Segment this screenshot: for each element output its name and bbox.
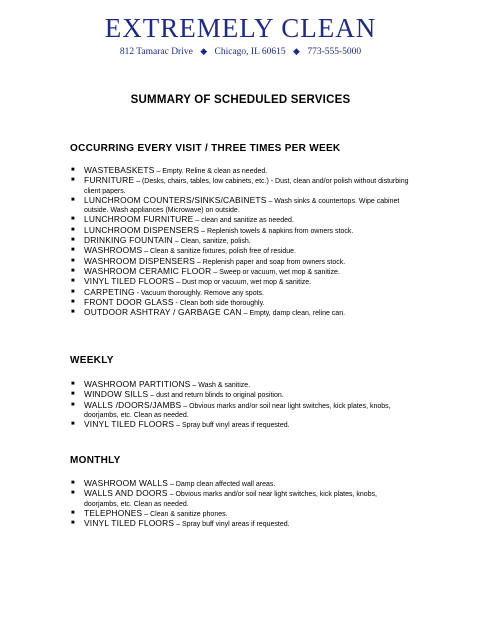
company-name: EXTREMELY CLEAN bbox=[104, 13, 377, 43]
square-bullet-icon: ■ bbox=[71, 480, 75, 486]
square-bullet-icon: ■ bbox=[71, 226, 75, 233]
square-bullet-icon: ■ bbox=[71, 167, 75, 173]
service-term: CARPETING bbox=[84, 286, 135, 297]
square-bullet-icon: ■ bbox=[71, 381, 75, 387]
company-address bbox=[0, 46, 481, 57]
service-item bbox=[70, 308, 410, 318]
service-description: – clean and sanitize as needed. bbox=[193, 217, 294, 225]
service-term: FURNITURE bbox=[84, 175, 135, 186]
service-description: – Empty. Reline & clean as needed. bbox=[154, 168, 268, 175]
square-bullet-icon: ■ bbox=[71, 298, 75, 305]
service-term: LUNCHROOM DISPENSERS bbox=[84, 224, 200, 235]
square-bullet-icon: ■ bbox=[71, 421, 75, 428]
square-bullet-icon: ■ bbox=[71, 278, 75, 285]
square-bullet-icon: ■ bbox=[71, 216, 75, 223]
service-description: – Replenish paper and soap from owners stock. bbox=[194, 258, 346, 266]
service-term: WALLS /DOORS/JAMBS bbox=[84, 399, 182, 410]
service-description: – Wash sinks & countertops. Wipe cabinet outside. Wash appliances (Microwave) on outside. bbox=[84, 197, 400, 215]
service-description: – Empty, damp clean, reline can. bbox=[241, 310, 346, 318]
service-item bbox=[70, 196, 410, 216]
service-item bbox=[70, 401, 410, 421]
service-description: – Replenish towels & napkins from owners stock. bbox=[199, 227, 354, 235]
square-bullet-icon: ■ bbox=[71, 237, 75, 244]
service-term: VINYL TILED FLOORS bbox=[84, 276, 175, 287]
service-description: – Clean, sanitize, polish. bbox=[172, 238, 251, 246]
square-bullet-icon: ■ bbox=[71, 520, 75, 527]
service-item bbox=[70, 489, 410, 509]
service-description: – Spray buff vinyl areas if requested. bbox=[174, 422, 290, 430]
service-description: – dust and return blinds to original position. bbox=[148, 392, 284, 400]
square-bullet-icon: ■ bbox=[71, 177, 75, 184]
square-bullet-icon: ■ bbox=[71, 309, 75, 316]
square-bullet-icon: ■ bbox=[71, 509, 75, 516]
square-bullet-icon: ■ bbox=[71, 267, 75, 274]
service-description: – Obvious marks and/or soil near light switches, kick plates, knobs, doorjambs, etc. Clean as needed. bbox=[84, 402, 391, 419]
service-description: – Sweep or vacuum, wet mop & sanitize. bbox=[211, 268, 340, 276]
square-bullet-icon: ■ bbox=[71, 247, 75, 254]
service-term: OUTDOOR ASHTRAY / GARBAGE CAN bbox=[84, 307, 242, 318]
service-description: - Clean both side thoroughly. bbox=[173, 299, 265, 307]
square-bullet-icon: ■ bbox=[71, 196, 75, 203]
service-item bbox=[70, 519, 410, 529]
service-description: – Wash & sanitize. bbox=[190, 382, 251, 389]
service-description: – Clean & sanitize phones. bbox=[142, 510, 228, 518]
service-term: WINDOW SILLS bbox=[84, 389, 149, 400]
service-term: WASHROOM DISPENSERS bbox=[84, 255, 195, 266]
service-term: WASHROOMS bbox=[84, 245, 143, 256]
service-description: – Spray buff vinyl areas if requested. bbox=[174, 521, 290, 529]
square-bullet-icon: ■ bbox=[71, 490, 75, 497]
service-term: WASHROOM CERAMIC FLOOR bbox=[84, 265, 212, 276]
square-bullet-icon: ■ bbox=[71, 288, 75, 295]
service-term: LUNCHROOM FURNITURE bbox=[84, 214, 194, 225]
service-term: VINYL TILED FLOORS bbox=[84, 419, 175, 430]
service-list-every-visit bbox=[70, 166, 410, 318]
diamond-icon: ◆ bbox=[293, 46, 300, 56]
service-term: WASHROOM PARTITIONS bbox=[84, 379, 191, 389]
service-term: DRINKING FOUNTAIN bbox=[84, 235, 173, 246]
service-description: – Clean & sanitize fixtures, polish free of residue. bbox=[142, 248, 296, 256]
service-term: FRONT DOOR GLASS bbox=[84, 296, 174, 307]
diamond-icon: ◆ bbox=[200, 46, 208, 56]
service-item bbox=[70, 176, 410, 196]
service-description: - Vacuum thoroughly. Remove any spots. bbox=[134, 289, 264, 297]
service-description: – Dust mop or vacuum, wet mop & sanitize. bbox=[174, 279, 312, 287]
square-bullet-icon: ■ bbox=[71, 257, 75, 264]
service-description: – Damp clean affected wall areas. bbox=[168, 481, 276, 488]
document-title: SUMMARY OF SCHEDULED SERVICES bbox=[130, 94, 351, 106]
section-heading-monthly: MONTHLY bbox=[70, 455, 121, 466]
service-term: TELEPHONES bbox=[84, 507, 143, 518]
service-list-monthly bbox=[70, 479, 410, 529]
address-city: Chicago, IL 60615 bbox=[214, 47, 286, 57]
service-term: VINYL TILED FLOORS bbox=[84, 518, 175, 529]
service-term: LUNCHROOM COUNTERS/SINKS/CABINETS bbox=[84, 194, 267, 205]
square-bullet-icon: ■ bbox=[71, 391, 75, 398]
service-term: WALLS AND DOORS bbox=[84, 488, 168, 499]
square-bullet-icon: ■ bbox=[71, 401, 75, 408]
service-term: WASHROOM WALLS bbox=[84, 478, 169, 488]
service-item bbox=[70, 420, 410, 430]
address-street: 812 Tamarac Drive bbox=[119, 47, 193, 57]
address-phone: 773-555-5000 bbox=[307, 47, 362, 57]
service-description: – Obvious marks and/or soil near light switches, kick plates, knobs, doorjambs, etc. Clean as needed. bbox=[84, 491, 377, 508]
section-heading-every-visit: OCCURRING EVERY VISIT / THREE TIMES PER WEEK bbox=[70, 143, 341, 154]
service-list-weekly bbox=[70, 380, 410, 430]
service-term: WASTEBASKETS bbox=[84, 165, 155, 175]
section-heading-weekly: WEEKLY bbox=[70, 355, 114, 366]
service-description: – (Desks, chairs, tables, low cabinets, etc.) - Dust, clean and/or polish without disturbing client papers. bbox=[84, 178, 409, 195]
